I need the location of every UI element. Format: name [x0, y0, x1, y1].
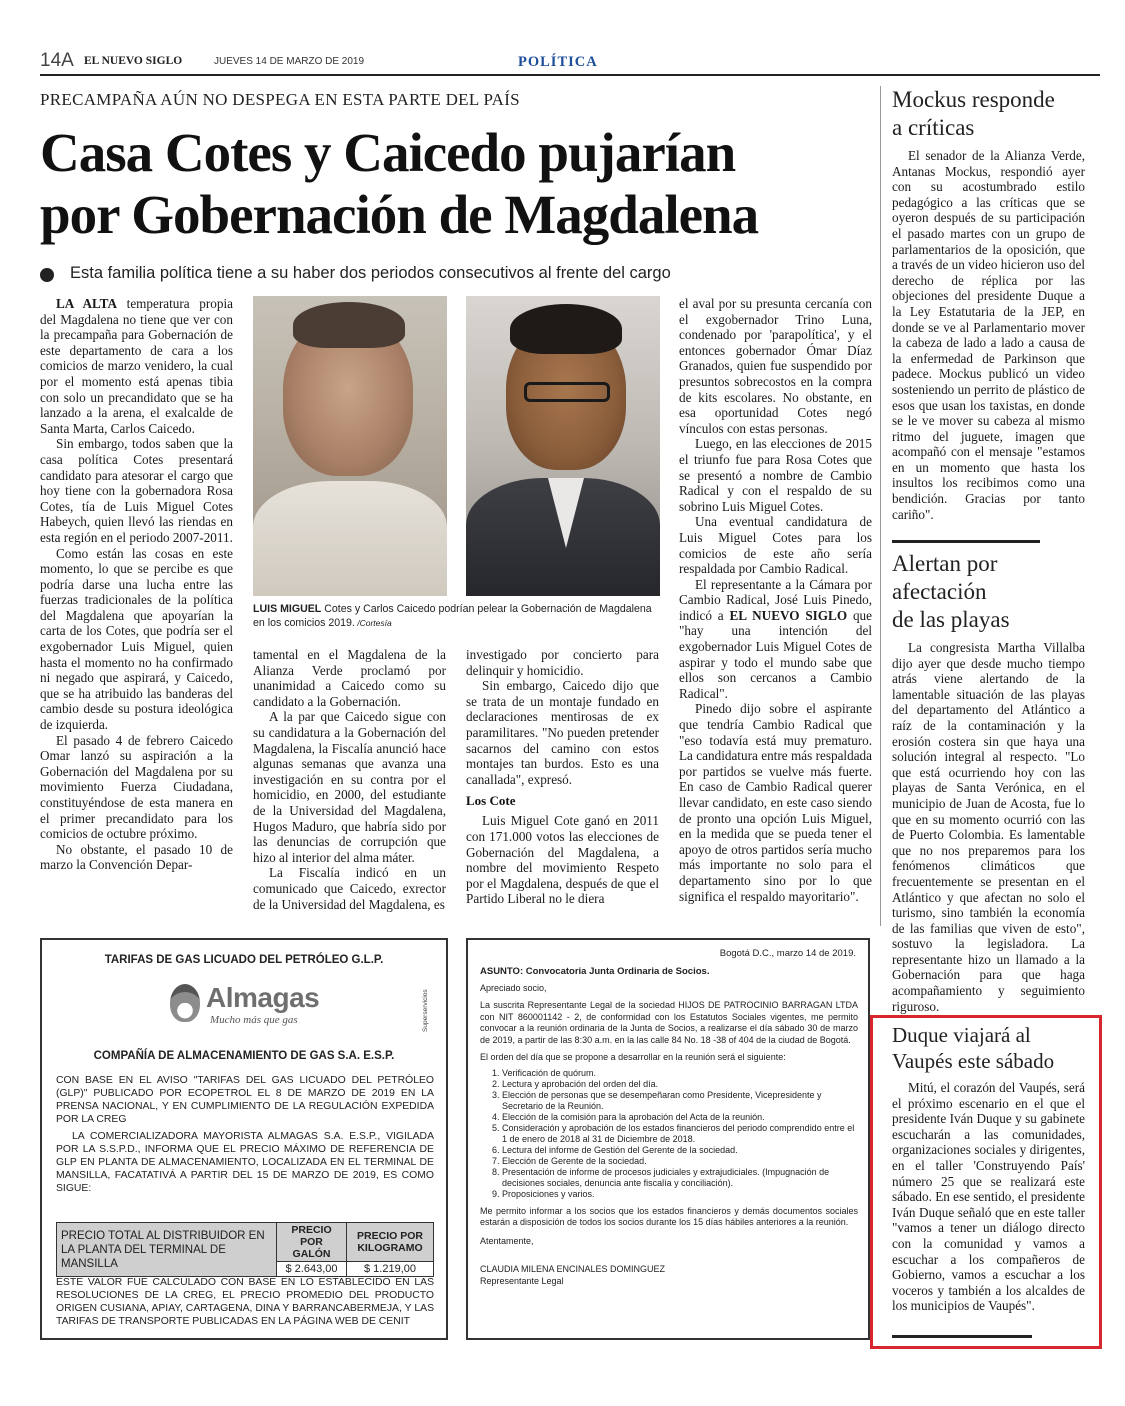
notice-paragraph: El orden del día que se propone a desarrollar en la reunión será el siguiente:: [480, 1052, 786, 1062]
paper-name-inline: EL NUEVO SIGLO: [729, 607, 848, 623]
bullet-icon: [40, 268, 54, 282]
section-label: POLÍTICA: [518, 54, 598, 70]
sidebar-title: Alertan por: [892, 551, 998, 576]
agenda-item: 3. Elección de personas que se desempeñaran como Presidente, Vicepresidente y Secretario de la Reunión.: [502, 1090, 858, 1112]
ad-paragraph: LA COMERCIALIZADORA MAYORISTA ALMAGAS S.A. E.S.P., VIGILADA POR LA S.S.P.D., INFORMA QUE EL PRECIO MÁXIMO DE REFERENCIA DE GLP EN PLANTA DE ALMACENAMIENTO, LOCALIZADA EN EL TERMINAL DE MANSILLA, FACATATIVÁ A PARTIR DEL 15 DE MARZO DE 2019, ES COMO SIGUE:: [56, 1131, 434, 1194]
deck-text: Esta familia política tiene a su haber dos periodos consecutivos al frente del cargo: [70, 264, 671, 282]
paragraph: el aval por su presunta cercanía con el exgobernador Trino Luna, condenado por 'parapolítica', y el entonces gobernador Ómar Díaz Granados, quien fue suspendido por presuntos sobrecostos en la compra de kits escolares. No obstante, en esa oportunidad Cotes negó vínculos con estas personas.: [679, 296, 872, 436]
notice-greeting: Apreciado socio,: [480, 983, 547, 993]
paper-name: EL NUEVO SIGLO: [84, 55, 183, 67]
notice-subject-label: ASUNTO:: [480, 966, 524, 977]
paragraph: No obstante, el pasado 10 de marzo la Convención Depar-: [40, 841, 233, 873]
article-column-3: [466, 647, 659, 907]
lead-word: LA ALTA: [56, 296, 117, 311]
col-galon-header: PRECIO POR GALÓN: [277, 1223, 347, 1262]
sidebar-story-mockus: [892, 86, 1085, 522]
headline: [40, 122, 870, 246]
sidebar-story-duque: [892, 1022, 1085, 1314]
page-number: 14A: [40, 50, 74, 71]
ad-paragraph: ESTE VALOR FUE CALCULADO CON BASE EN LO ESTABLECIDO EN LAS RESOLUCIONES DE LA CREG, EL PRECIO PROMEDIO DEL PRODUCTO ORIGEN CUSIANA, APIAY, CARTAGENA, DINA Y BARRANCABERMEJA, Y LAS TARIFAS DE TRANSPORTE PUBLICADAS EN LA PÁGINA WEB DE CENIT: [56, 1277, 434, 1327]
notice-date: Bogotá D.C., marzo 14 de 2019.: [719, 948, 856, 959]
sidebar-story-playas: [892, 550, 1085, 1014]
agenda-item: 7. Elección de Gerente de la sociedad.: [502, 1156, 858, 1167]
article-column-4: [679, 296, 872, 904]
agenda-item: 8. Presentación de informe de procesos judiciales y extrajudiciales. (Impugnación de decisiones sociales, denuncia ante fiscalía y conciliación).: [502, 1167, 858, 1189]
sidebar-title: Duque viajará al: [892, 1023, 1031, 1047]
sidebar-body: El senador de la Alianza Verde, Antanas Mockus, respondió ayer con su acostumbrado estilo pedagógico a las críticas que se oyeron después de su participación el pasado martes con un grupo de parlamentarios de la oposición, que a través de un video hicieron uso del derecho de réplica por las objeciones del presidente Duque a la Ley Estatutaria de la JEP, en donde se ve al Parlamentario mover la cabeza de lado a lado a causa de la enfermedad de Parkinson que padece. Mockus publicó un video sosteniendo un perrito de plástico de esos que usan los taxistas, en donde se le ve mover su cabeza al mismo ritmo del juguete, imagen que acompañó con el mensaje "estamos en un momento que hasta los insultos los recibimos como una bendición. Gracias por tanto cariño".: [892, 148, 1086, 522]
notice-closing: Atentamente,: [480, 1235, 534, 1246]
notice-paragraph: La suscrita Representante Legal de la sociedad HIJOS DE PATROCINIO BARRAGAN LTDA con NIT 860001142 - 2, de conformidad con los Estatutos Sociales vigentes, me permito convocar a la reunión ordinaria de la Junta de Socios, a realizarse el día sábado 30 de marzo de 2019, a partir de las 8:30 a.m. en la las calle 84 No. 18 -38 of 404 de la ciudad de Bogotá.: [480, 1000, 858, 1045]
paragraph: La Fiscalía indicó en un comunicado que Caicedo, exrector de la Universidad del Magdalena, es: [253, 865, 446, 912]
brand-slogan: Mucho más que gas: [210, 1014, 298, 1026]
page-header: [40, 48, 1100, 74]
notice-signer: CLAUDIA MILENA ENCINALES DOMINGUEZ: [480, 1263, 666, 1274]
photo-luis-miguel-cotes: [253, 296, 447, 596]
almagas-logo: [170, 980, 340, 1030]
article-column-1: [40, 296, 233, 873]
ad-title: TARIFAS DE GAS LICUADO DEL PETRÓLEO G.L.P.: [104, 954, 384, 966]
paragraph: Pinedo dijo sobre el aspirante que tendría Cambio Radical que "eso todavía está muy prematuro. La candidatura entre más respaldada por partidos se vuelve más fuerte. En caso de Cambio Radical querer llevar candidato, en este caso siendo de pronto una opción Luis Miguel, en la medida que se pueda tener el apoyo de otros partidos sería mucho más importante no solo para el departamento sino por lo que significa el respaldo mayoritario".: [679, 701, 872, 904]
caption-lead: LUIS MIGUEL: [253, 603, 322, 615]
paragraph: Una eventual candidatura de Luis Miguel Cotes para los comicios de este año sería respaldada por Cambio Radical.: [679, 514, 872, 577]
agenda-item: 2. Lectura y aprobación del orden del día.: [502, 1079, 858, 1090]
brand-name: Almagas: [206, 982, 320, 1013]
ad-company: COMPAÑÍA DE ALMACENAMIENTO DE GAS S.A. E.S.P.: [93, 1050, 395, 1062]
notice-paragraph: Me permito informar a los socios que los estados financieros y demás documentos sociales estarán a disposición de todos los socios durante los 15 días hábiles anteriores a la reunión.: [480, 1205, 858, 1227]
headline-line-1: Casa Cotes y Caicedo pujarían: [40, 122, 736, 183]
ad-paragraph: CON BASE EN EL AVISO "TARIFAS DEL GAS LICUADO DEL PETRÓLEO (GLP)" PUBLICADO POR ECOPETROL EL 8 DE MARZO DE 2019 EN LA PRENSA NACIONAL, Y EN CUMPLIMIENTO DE LA REGULACIÓN EXPEDIDA POR LA CREG: [56, 1075, 434, 1125]
paragraph: Luis Miguel Cote ganó en 2011 con 171.000 votos las elecciones de Gobernación del Magdalena, a nombre del movimiento Respeto por el Magdalena, después de que el Partido Liberal no le diera: [466, 813, 659, 907]
agenda-list: [480, 1068, 858, 1200]
price-kilo: $ 1.219,00: [347, 1262, 434, 1277]
photo-carlos-caicedo: [466, 296, 660, 596]
price-table-label: PRECIO TOTAL AL DISTRIBUIDOR EN LA PLANTA DEL TERMINAL DE MANSILLA: [57, 1223, 277, 1277]
paragraph: que "hay una intención del exgobernador Luis Miguel Cotes de aspirar y todo el mundo sabe que ellos son cercanos a Cambio Radical".: [679, 607, 872, 701]
photo-caption: [253, 602, 663, 630]
subhead: Los Cote: [466, 793, 516, 809]
kicker: PRECAMPAÑA AÚN NO DESPEGA EN ESTA PARTE DEL PAÍS: [40, 90, 520, 109]
agenda-item: 1. Verificación de quórum.: [502, 1068, 858, 1079]
sidebar-title: a críticas: [892, 115, 975, 140]
sidebar-rule: [892, 1335, 1032, 1338]
ad-almagas: [40, 938, 448, 1340]
sidebar-body: Mitú, el corazón del Vaupés, será el próximo escenario en el que el presidente Iván Duque y su gabinete escucharán a las comunidades, organizaciones sociales y dirigentes, en el taller 'Construyendo País' número 25 que se realizará este sábado. En ese sentido, el presidente Iván Duque señaló que en este taller "vamos a tener un diálogo directo con la comunidad y vamos a escuchar a los compañeros de Gobierno, vamos a escuchar a los voceros y también a los alcaldes de los municipios de Vaupés".: [892, 1080, 1085, 1314]
sidebar-rule: [892, 540, 1040, 543]
article-column-2: [253, 647, 446, 912]
paragraph: Luego, en las elecciones de 2015 el triunfo fue para Rosa Cotes que se presentó a nombre de Cambio Radical y con el respaldo de su sobrino Luis Miguel Cotes.: [679, 436, 872, 514]
sidebar-title: Mockus responde: [892, 87, 1055, 112]
superservicios-mark: Superservicios: [422, 989, 429, 1032]
paragraph: Como están las cosas en este momento, lo que se percibe es que podría darse una lucha entre las fuerzas tradicionales de la política del Magdalena que apoyarían la carta de los Cotes, que podría ser el exgobernador Luis Miguel, quien hasta el momento no ha confirmado ni negado que aspirará, y Caicedo, que se ha atribuido las banderas del cambio desde su postura ideológica de izquierda.: [40, 545, 233, 733]
sidebar-title: afectación: [892, 579, 987, 604]
price-galon: $ 2.643,00: [277, 1262, 347, 1277]
column-divider: [880, 86, 881, 926]
agenda-item: 6. Lectura del informe de Gestión del Gerente de la sociedad.: [502, 1145, 858, 1156]
paragraph: tamental en el Magdalena de la Alianza Verde proclamó por unanimidad a Caicedo como su candidato a la Gobernación.: [253, 647, 446, 709]
agenda-item: 4. Elección de la comisión para la aprobación del Acta de la reunión.: [502, 1112, 858, 1123]
agenda-item: 5. Consideración y aprobación de los estados financieros del periodo comprendido entre el 1 de enero de 2018 al 31 de Diciembre de 2018.: [502, 1123, 858, 1145]
sidebar-body: La congresista Martha Villalba dijo ayer que desde mucho tiempo atrás viene alertando de la lamentable situación de las playas del departamento del Atlántico a raíz de la contaminación y la erosión costera sin que haya una solución integral al respecto. "Lo que está ocurriendo hoy con las playas de Santa Verónica, en el municipio de Juan de Acosta, fue lo que en su momento ocurrió con las de Puerto Colombia. Es lamentable que no nos preparemos para los fenómenos climáticos que frecuentemente se presentan en el Atlántico y que afectan no solo el turismo, sino también la economía de las familias que viven de esto", sostuvo la legisladora. La representante hizo un llamado a la Gobernación para que haga acompañamiento y seguimiento riguroso.: [892, 640, 1085, 1014]
paragraph: temperatura propia del Magdalena no tiene que ver con la precampaña para Gobernación de este departamento de cara a los comicios de marzo venidero, la cual por el momento está apenas tibia con solo un precandidato que se ha lanzado a la arena, el exalcalde de Santa Marta, Carlos Caicedo.: [40, 296, 233, 436]
paragraph: A la par que Caicedo sigue con su candidatura a la Gobernación del Magdalena, la Fiscalía anunció hace algunas semanas que avanza una investigación en su contra por el homicidio, en 2000, del estudiante de la Universidad del Magdalena, Hugos Maduro, que habría sido por las denuncias de corrupción que hizo al interior del alma máter.: [253, 709, 446, 865]
notice-signer-role: Representante Legal: [480, 1275, 564, 1286]
flame-icon: [170, 984, 200, 1022]
deck: [40, 264, 870, 286]
paragraph: El representante a la Cámara por Cambio Radical, José Luis Pinedo, indicó a: [679, 576, 872, 623]
sidebar-title: de las playas: [892, 607, 1010, 632]
issue-date: JUEVES 14 DE MARZO DE 2019: [214, 56, 365, 67]
caption-credit: /Cortesía: [354, 618, 392, 628]
paragraph: El pasado 4 de febrero Caicedo Omar lanzó su aspiración a la Gobernación del Magdalena por su movimiento Fuerza Ciudadana, constituyéndose de esta manera en el primer precandidato para los comicios de octubre próximo.: [40, 732, 233, 842]
paragraph: investigado por concierto para delinquir y homicidio.: [466, 647, 659, 678]
caption-text: Cotes y Carlos Caicedo podrían pelear la Gobernación de Magdalena en los comicios 2019.: [253, 603, 652, 629]
ad-notice: [466, 938, 870, 1340]
paragraph: Sin embargo, todos saben que la casa política Cotes presentará candidato para atesorar el cargo que hoy tiene con la gobernadora Rosa Cotes, tía de Luis Miguel Cotes Habeych, quien llevó las riendas en esta región en el periodo 2007-2011.: [40, 436, 233, 545]
notice-subject: Convocatoria Junta Ordinaria de Socios.: [523, 966, 710, 977]
paragraph: Sin embargo, Caicedo dijo que se trata de un montaje fundado en declaraciones mentirosas de ex paramilitares. "No pueden pretender sacarnos del camino con estos montajes tan burdos. Esto es una canallada", expresó.: [466, 678, 659, 787]
headline-line-2: por Gobernación de Magdalena: [40, 184, 759, 245]
agenda-item: 9. Proposiciones y varios.: [502, 1189, 858, 1200]
price-table: [56, 1222, 434, 1277]
sidebar-title: Vaupés este sábado: [892, 1049, 1055, 1073]
col-kilo-header: PRECIO POR KILOGRAMO: [347, 1223, 434, 1262]
header-rule: [40, 74, 1100, 76]
